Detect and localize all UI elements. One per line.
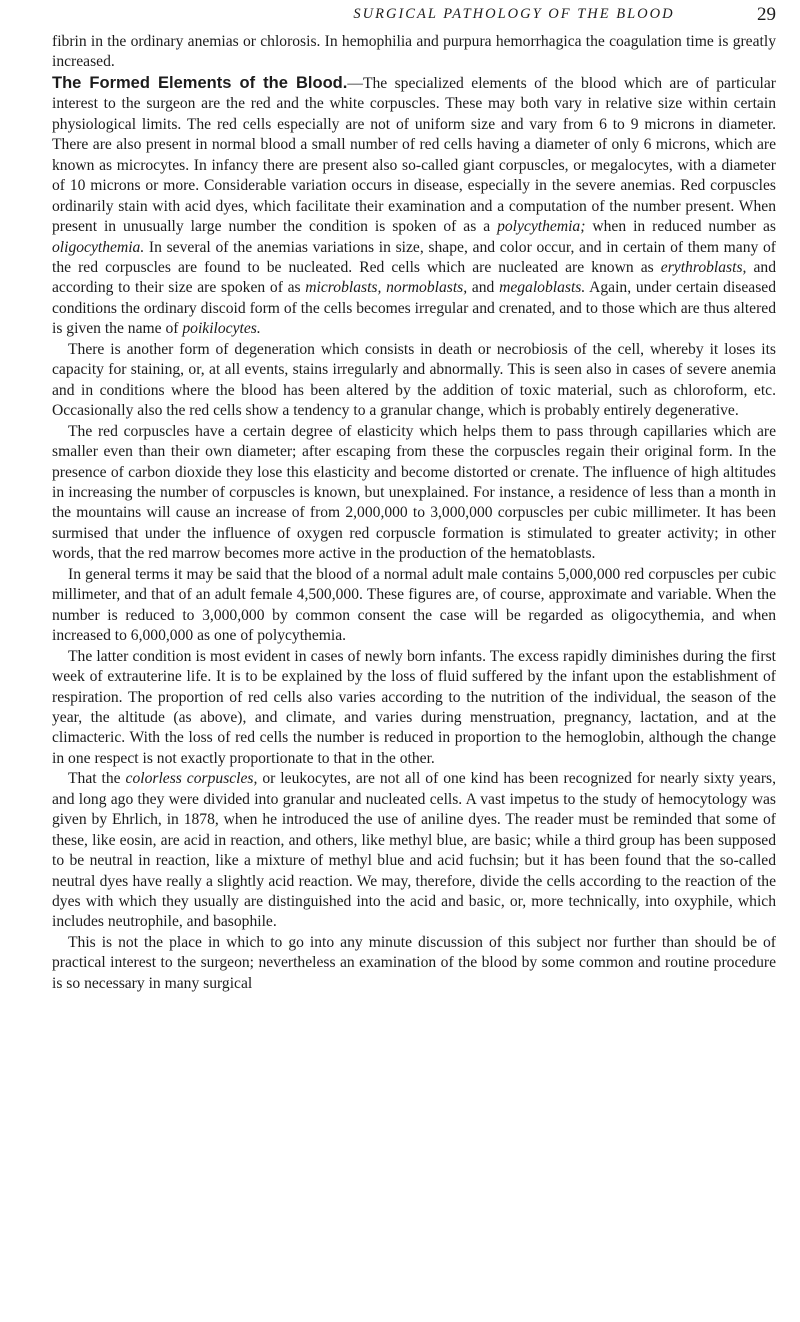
italic-term: erythroblasts, — [660, 258, 747, 276]
paragraph-text: fibrin in the ordinary anemias or chlorosis. In hemophilia and purpura hemorrhagica the coagulation time is greatly increased. — [52, 33, 776, 71]
paragraph-text: This is not the place in which to go into any minute discussion of this subject nor further than should be of practical interest to the surgeon; nevertheless an examination of the blood by some common and routine procedure is so necessary in many surgical — [52, 933, 776, 992]
italic-term: colorless corpuscles, — [125, 770, 258, 788]
paragraph-text: —The specialized elements of the blood which are of particular interest to the surgeon are the red and the white corpuscles. These may both vary in relative size within certain physiological limits. The red cells especially are not of uniform size and vary from 6 to 9 microns in diameter. There are also present in normal blood a small number of red cells having a diameter of only 6 microns, which are known as microcytes. In infancy there are present also so-called giant corpuscles, or megalocytes, with a diameter of 10 microns or more. Considerable variation occurs in disease, especially in the severe anemias. Red corpuscles ordinarily stain with acid dyes, which facilitate their examination and a computation of the number present. When present in unusually large number the condition is spoken of as a — [52, 74, 777, 236]
body-text — [52, 32, 776, 994]
paragraph-text: In general terms it may be said that the blood of a normal adult male contains 5,000,000 red corpuscles per cubic millimeter, and that of an adult female 4,500,000. These figures are, of course, approximate and variable. When the number is reduced to 3,000,000 by common consent the case will be regarded as oligocythemia, and when increased to 6,000,000 as one of polycythemia. — [52, 565, 776, 645]
paragraph — [52, 769, 776, 933]
paragraph-text: That the — [68, 770, 126, 788]
running-head — [52, 6, 776, 32]
running-head-title: SURGICAL PATHOLOGY OF THE BLOOD — [353, 6, 675, 22]
paragraph-text: The red corpuscles have a certain degree of elasticity which helps them to pass through capillaries which are smaller even than their own diameter; after escaping from these the corpuscles regain their original form. In the presence of carbon dioxide they lose this elasticity and become distorted or crenate. The influence of high altitudes in increasing the number of corpuscles is known, but unexplained. For instance, a residence of less than a month in the mountains will cause an increase of from 2,000,000 to 3,000,000 corpuscles per cubic millimeter. It has been surmised that under the influence of oxygen red corpuscle formation is stimulated to greater activity; in other words, that the red marrow becomes more active in the production of the hematoblasts. — [52, 422, 776, 563]
italic-term: polycythemia; — [497, 218, 586, 236]
paragraph-text: In several of the anemias variations in size, shape, and color occur, and in certain of them many of the red corpuscles are found to be nucleated. Red cells which are nucleated are known as — [52, 238, 776, 276]
paragraph — [52, 565, 776, 647]
paragraph-text: when in reduced number as — [585, 218, 777, 236]
paragraph — [52, 647, 776, 770]
paragraph — [52, 933, 776, 994]
paragraph-text: or leukocytes, are not all of one kind has been recognized for nearly sixty years, and long ago they were divided into granular and nucleated cells. A vast impetus to the study of hemocytology was given by Ehrlich, in 1878, when he introduced the use of aniline dyes. The reader must be reminded that some of these, like eosin, are acid in reaction, and others, like methyl blue, are basic; while a third group has been supposed to be neutral in reaction, like a mixture of methyl blue and acid fuchsin; but it has been found that the so-called neutral dyes have really a slightly acid reaction. We may, therefore, divide the cells according to the reaction of the dyes with which they usually are distinguished into the acid and basic, or, more technically, into oxyphile, which includes neutrophile, and basophile. — [52, 770, 776, 931]
paragraph-text: and according to their size are spoken of as — [52, 258, 777, 297]
paragraph — [52, 32, 776, 73]
page-number: 29 — [757, 4, 776, 25]
italic-term: microblasts, normoblasts, — [305, 279, 468, 297]
paragraph-text: The latter condition is most evident in cases of newly born infants. The excess rapidly diminishes during the first week of extrauterine life. It is to be explained by the loss of fluid suffered by the infant upon the establishment of respiration. The proportion of red cells also varies according to the nutrition of the individual, the season of the year, the altitude (as above), and climate, and varies during menstruation, pregnancy, lactation, and at the climacteric. With the loss of red cells the number is reduced in proportion to the hemoglobin, although the change in one respect is not exactly proportionate to that in the other. — [52, 647, 776, 767]
section-heading: The Formed Elements of the Blood. — [52, 73, 348, 92]
paragraph-text: Again, under certain diseased conditions the ordinary discoid form of the cells becomes irregular and crenated, and to those which are thus altered is given the name of — [52, 279, 776, 338]
paragraph-text: and — [467, 279, 500, 297]
book-page — [52, 0, 776, 994]
italic-term: megaloblasts. — [499, 279, 586, 297]
italic-term: poikilocytes. — [182, 320, 261, 338]
paragraph — [52, 73, 776, 340]
paragraph-text: There is another form of degeneration which consists in death or necrobiosis of the cell, whereby it loses its capacity for staining, or, at all events, stains irregularly and abnormally. This is seen also in cases of severe anemia and in conditions where the blood has been altered by the addition of toxic material, such as chloroform, etc. Occasionally also the red cells show a tendency to a granular change, which is probably entirely degenerative. — [52, 340, 776, 420]
italic-term: oligocythemia. — [52, 238, 145, 256]
paragraph — [52, 422, 776, 565]
paragraph — [52, 340, 776, 422]
